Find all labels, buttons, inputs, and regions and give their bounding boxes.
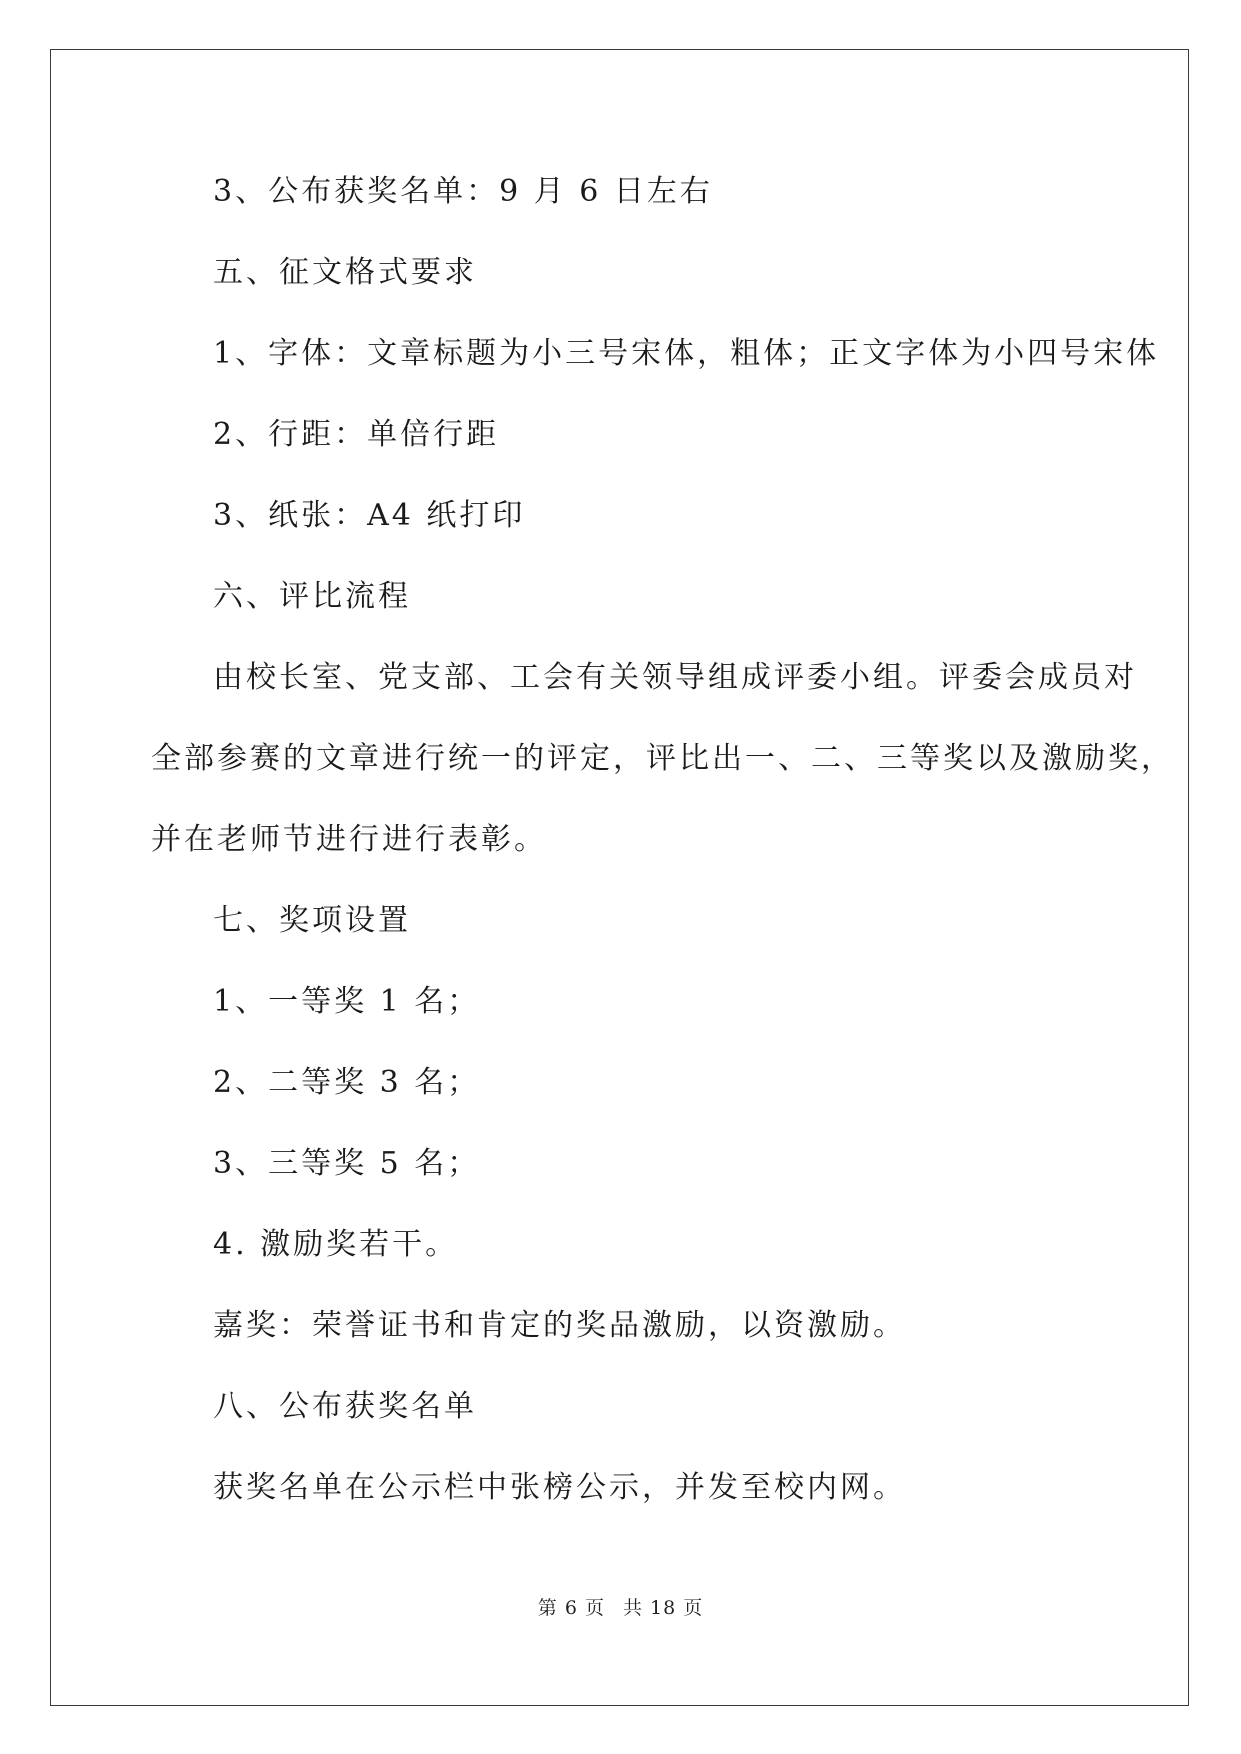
text-line: 嘉奖：荣誉证书和肯定的奖品激励，以资激励。 bbox=[213, 1308, 906, 1343]
page-footer bbox=[0, 1593, 1241, 1620]
list-item: 2、二等奖 3 名； bbox=[213, 1065, 481, 1100]
paragraph-line: 全部参赛的文章进行统一的评定，评比出一、二、三等奖以及激励奖， bbox=[151, 741, 1174, 776]
section-heading: 六、评比流程 bbox=[213, 579, 411, 614]
section-heading: 五、征文格式要求 bbox=[213, 255, 477, 290]
text-line: 1、字体：文章标题为小三号宋体，粗体；正文字体为小四号宋体 bbox=[213, 336, 1160, 371]
section-heading: 七、奖项设置 bbox=[213, 903, 411, 938]
section-heading: 八、公布获奖名单 bbox=[213, 1389, 477, 1424]
list-item: 3、三等奖 5 名； bbox=[213, 1146, 481, 1181]
text-line: 2、行距：单倍行距 bbox=[213, 417, 500, 452]
list-item: 4. 激励奖若干。 bbox=[213, 1227, 459, 1262]
list-item: 1、一等奖 1 名； bbox=[213, 984, 481, 1019]
text-line: 获奖名单在公示栏中张榜公示，并发至校内网。 bbox=[213, 1470, 906, 1505]
page-number: 第 6 页 bbox=[537, 1597, 605, 1619]
text-line: 3、公布获奖名单：9 月 6 日左右 bbox=[213, 174, 713, 209]
text-line: 3、纸张：A4 纸打印 bbox=[213, 498, 526, 533]
paragraph-line: 由校长室、党支部、工会有关领导组成评委小组。评委会成员对 bbox=[213, 660, 1137, 695]
page-total: 共 18 页 bbox=[622, 1597, 704, 1619]
paragraph-line: 并在老师节进行进行表彰。 bbox=[151, 822, 547, 857]
